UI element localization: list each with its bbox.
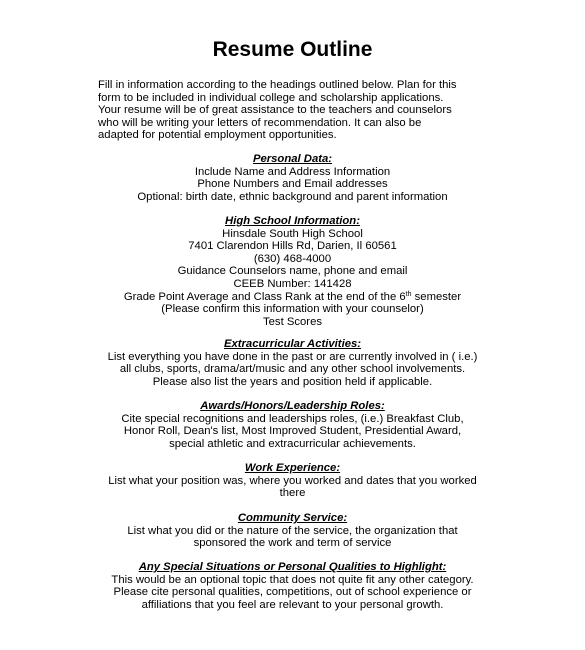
section-special-situations xyxy=(0,561,585,611)
section-personal-data xyxy=(0,153,585,203)
section-heading: Awards/Honors/Leadership Roles: xyxy=(200,400,385,412)
section-line: Optional: birth date, ethnic background and parent information xyxy=(137,190,448,203)
section-line: This would be an optional topic that does not quite fit any other category. xyxy=(111,573,474,586)
intro-line: adapted for potential employment opportunities. xyxy=(98,129,337,142)
section-line: Cite special recognitions and leaderships roles, (i.e.) Breakfast Club, xyxy=(121,412,464,425)
intro-line: Fill in information according to the headings outlined below. Plan for this xyxy=(98,79,457,91)
section-line: List what your position was, where you worked and dates that you worked xyxy=(108,474,477,487)
intro-paragraph xyxy=(98,79,498,142)
section-heading: Any Special Situations or Personal Qualities to Highlight: xyxy=(138,561,447,573)
section-high-school-information xyxy=(0,215,585,328)
intro-line: Your resume will be of great assistance to the teachers and counselors xyxy=(98,104,452,117)
gpa-text: Grade Point Average and Class Rank at the end of the 6 xyxy=(123,290,406,303)
intro-line: form to be included in individual college and scholarship applications. xyxy=(98,91,444,104)
section-line: Please also list the years and position held if applicable. xyxy=(152,375,433,388)
gpa-text-end: semester xyxy=(411,290,462,303)
section-line: Guidance Counselors name, phone and email xyxy=(177,265,408,278)
section-line: Include Name and Address Information xyxy=(194,165,391,178)
page-title: Resume Outline xyxy=(212,38,373,61)
section-line: special athletic and extracurricular achievements. xyxy=(169,437,416,450)
section-heading: High School Information: xyxy=(225,215,360,227)
gpa-line xyxy=(0,291,585,304)
section-heading: Personal Data: xyxy=(252,153,333,165)
section-heading: Community Service: xyxy=(237,512,348,524)
intro-line: who will be writing your letters of recommendation. It can also be xyxy=(98,116,422,129)
section-line: all clubs, sports, drama/art/music and any other school involvements. xyxy=(119,363,466,376)
section-line: there xyxy=(279,487,306,500)
section-line: CEEB Number: 141428 xyxy=(233,277,352,290)
section-line: Please cite personal qualities, competitions, out of school experience or xyxy=(113,586,472,599)
section-line: (Please confirm this information with your counselor) xyxy=(161,303,424,316)
section-awards-honors-leadership xyxy=(0,400,585,450)
section-line: affiliations that you feel are relevant to your personal growth. xyxy=(141,598,444,611)
section-line: Honor Roll, Dean's list, Most Improved Student, Presidential Award, xyxy=(123,425,462,438)
section-line: Hinsdale South High School xyxy=(222,227,363,240)
section-extracurricular-activities xyxy=(0,338,585,388)
section-line: sponsored the work and term of service xyxy=(193,537,392,550)
section-line: List everything you have done in the past or are currently involved in ( i.e.) xyxy=(107,350,478,363)
section-line: 7401 Clarendon Hills Rd, Darien, Il 60561 xyxy=(188,240,397,253)
section-line: Phone Numbers and Email addresses xyxy=(197,178,388,191)
section-line: Test Scores xyxy=(262,315,323,328)
section-heading: Work Experience: xyxy=(244,462,341,474)
section-line: List what you did or the nature of the service, the organization that xyxy=(127,524,458,537)
ordinal-suffix: th xyxy=(405,290,412,298)
section-work-experience xyxy=(0,462,585,500)
section-heading: Extracurricular Activities: xyxy=(223,338,362,350)
section-community-service xyxy=(0,512,585,550)
section-line: (630) 468-4000 xyxy=(253,252,332,265)
